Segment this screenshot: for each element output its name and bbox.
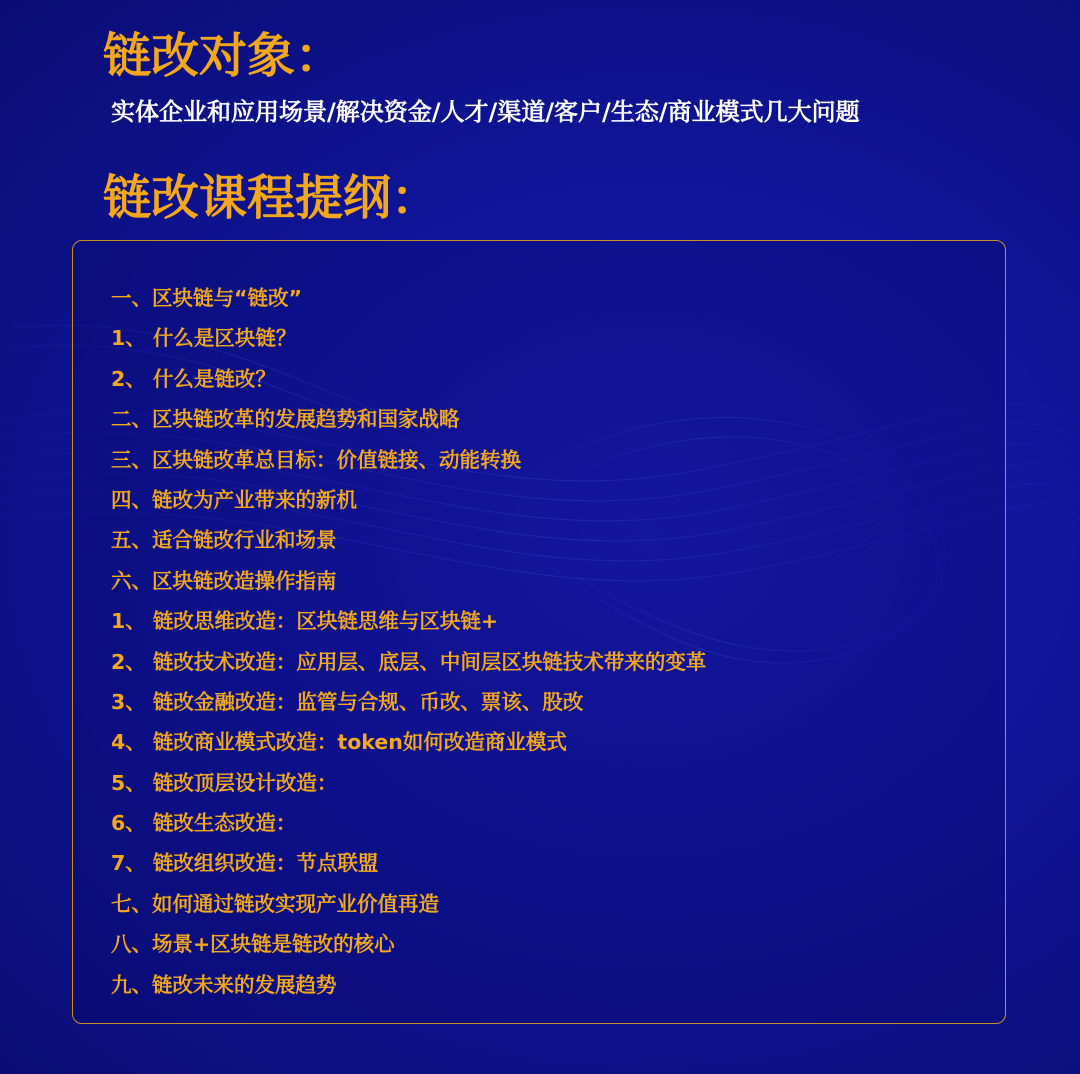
outline-item: 六、区块链改造操作指南 [111, 568, 337, 593]
outline-box [72, 240, 1006, 1024]
outline-item: 四、链改为产业带来的新机 [111, 487, 357, 512]
outline-item: 2、 链改技术改造：应用层、底层、中间层区块链技术带来的变革 [111, 649, 707, 674]
outline-item: 一、区块链与“链改” [111, 286, 302, 310]
target-heading: 链改对象： [103, 28, 344, 84]
outline-item: 五、适合链改行业和场景 [111, 528, 337, 553]
outline-item: 1、 链改思维改造：区块链思维与区块链+ [111, 609, 499, 634]
outline-item: 2、 什么是链改？ [111, 366, 276, 391]
outline-item: 3、 链改金融改造：监管与合规、币改、票该、股改 [111, 689, 584, 714]
target-subtitle: 实体企业和应用场景/解决资金/人才/渠道/客户/生态/商业模式几大问题 [111, 98, 860, 126]
outline-list [111, 278, 706, 1005]
outline-item: 三、区块链改革总目标：价值链接、动能转换 [111, 447, 521, 472]
outline-item: 七、如何通过链改实现产业价值再造 [111, 891, 439, 916]
outline-item: 二、区块链改革的发展趋势和国家战略 [111, 407, 460, 432]
outline-item: 7、 链改组织改造：节点联盟 [111, 851, 379, 876]
outline-item: 1、 什么是区块链？ [111, 326, 297, 351]
outline-item: 八、场景+区块链是链改的核心 [111, 932, 395, 957]
outline-item: 4、 链改商业模式改造：token如何改造商业模式 [111, 730, 567, 755]
outline-item: 九、链改未来的发展趋势 [111, 972, 337, 997]
outline-item: 6、 链改生态改造： [111, 811, 297, 836]
outline-item: 5、 链改顶层设计改造： [111, 770, 338, 795]
outline-heading: 链改课程提纲： [103, 170, 440, 226]
